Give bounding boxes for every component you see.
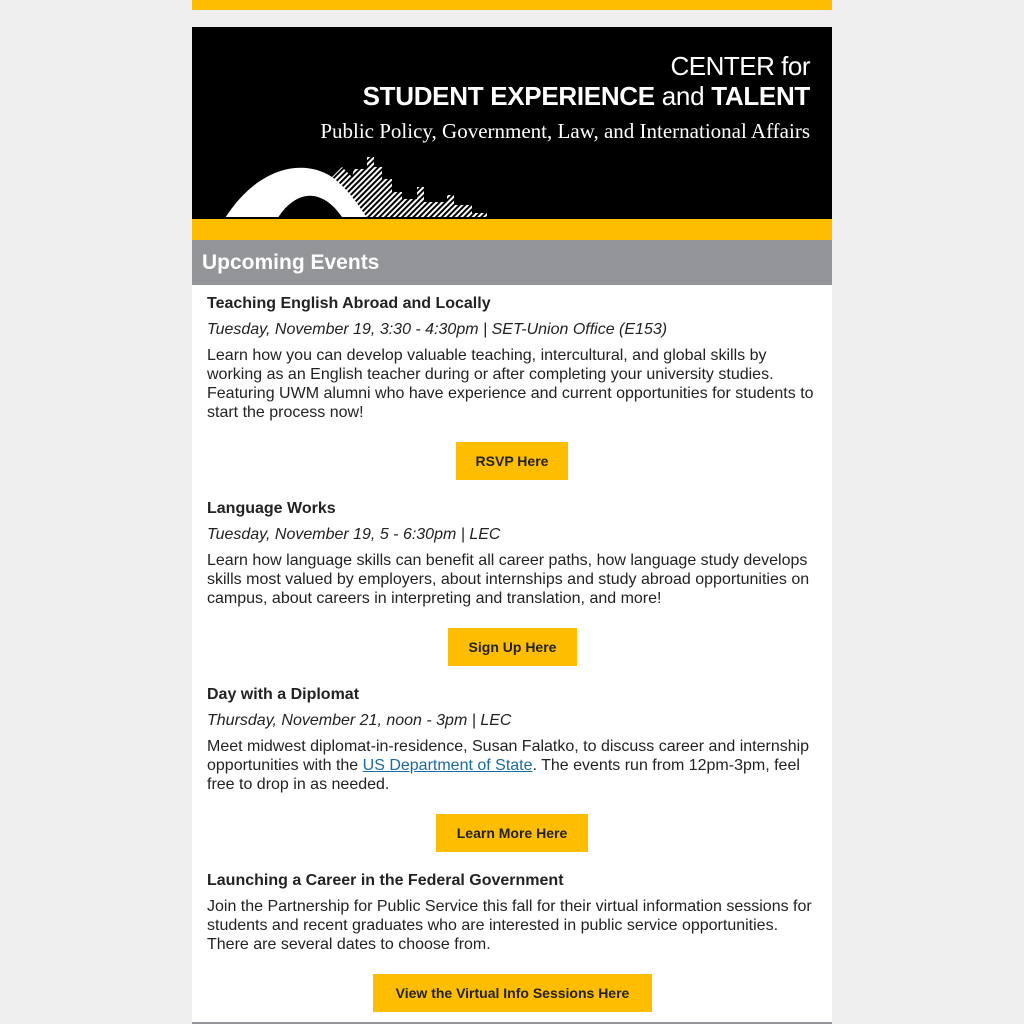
- event-date: Tuesday, November 19, 3:30 - 4:30pm | SET-Union Office (E153): [207, 321, 668, 338]
- section-header-bar: [192, 240, 832, 285]
- header-center-name: [363, 81, 810, 112]
- view-virtual-info-sessions-button[interactable]: View the Virtual Info Sessions Here: [373, 974, 652, 1012]
- event-description-text: . The events run from 12pm-3pm, feel free to drop in as needed.: [207, 757, 800, 793]
- event-title: Launching a Career in the Federal Government: [207, 872, 564, 889]
- event-description: Join the Partnership for Public Service this fall for their virtual information sessions for students and recent graduates who are interested in public service opportunities. There are several dates to choose from.: [207, 898, 812, 953]
- us-department-of-state-link[interactable]: US Department of State: [362, 757, 533, 774]
- header-subtitle: Public Policy, Government, Law, and International Affairs: [320, 119, 810, 143]
- header-yellow-band: [192, 219, 832, 240]
- event-description: Learn how you can develop valuable teaching, intercultural, and global skills by working as an English teacher during or after completing your university studies. Featuring UWM alumni who have experience and current opportunities for students to start the process now!: [207, 347, 814, 421]
- section-title: Upcoming Events: [202, 251, 380, 274]
- sign-up-button[interactable]: Sign Up Here: [448, 628, 577, 666]
- event-date: Thursday, November 21, noon - 3pm | LEC: [207, 712, 512, 729]
- top-accent-stripe: [192, 0, 832, 10]
- header-center-name-a: STUDENT EXPERIENCE: [362, 81, 655, 111]
- event-description-text: Meet midwest diplomat-in-residence, Susan Falatko, to discuss career and internship opportunities with the: [207, 738, 810, 774]
- email-container: [192, 0, 832, 1024]
- event-description: [207, 737, 817, 794]
- learn-more-button[interactable]: Learn More Here: [436, 814, 588, 852]
- header-center-name-and: and: [661, 81, 705, 111]
- header-banner: [192, 27, 832, 240]
- event-title: Teaching English Abroad and Locally: [207, 295, 491, 312]
- header-center-name-b: TALENT: [711, 81, 810, 111]
- rsvp-button[interactable]: RSVP Here: [456, 442, 568, 480]
- events-content: [192, 285, 832, 1022]
- event-description: Learn how language skills can benefit all career paths, how language study develops skills most valued by employers, about internships and study abroad opportunities on campus, about careers in interpreting and translation, and more!: [207, 552, 810, 607]
- event-date: Tuesday, November 19, 5 - 6:30pm | LEC: [207, 526, 501, 543]
- event-title: Language Works: [207, 500, 336, 517]
- header-center-for: CENTER for: [670, 51, 810, 81]
- event-title: Day with a Diplomat: [207, 686, 360, 703]
